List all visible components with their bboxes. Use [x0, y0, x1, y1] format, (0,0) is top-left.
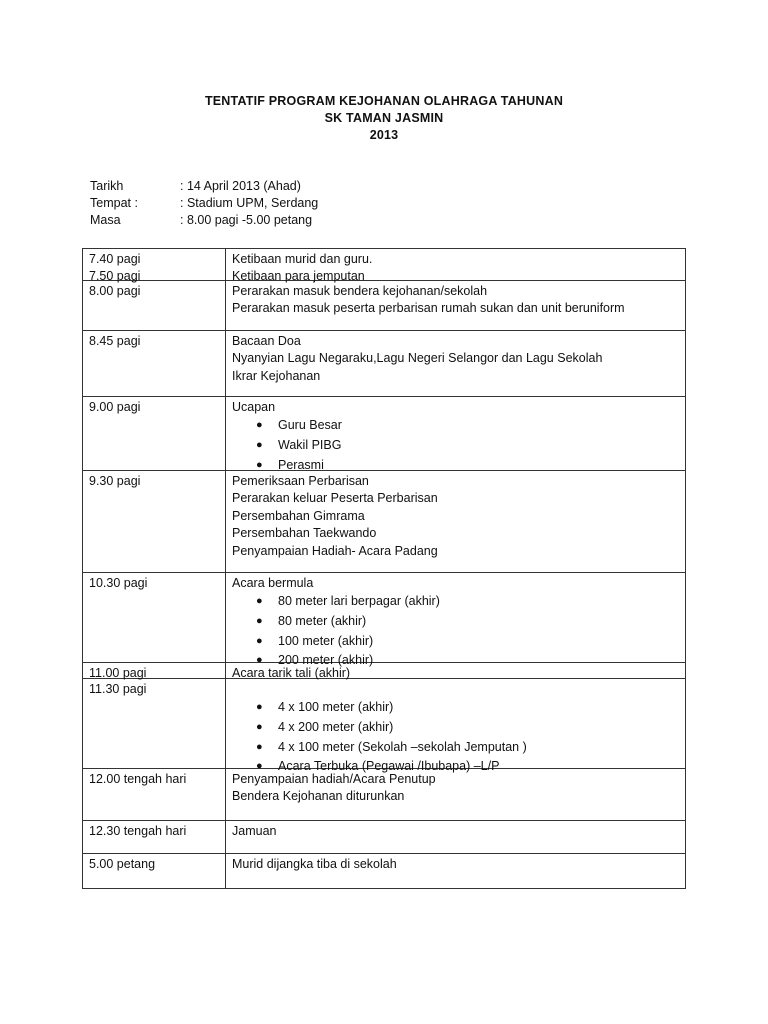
activity-text: 4 x 200 meter (akhir)	[278, 719, 394, 734]
time-text: 8.45 pagi	[89, 334, 141, 348]
bullet-icon: ●	[256, 720, 263, 733]
info-value: : Stadium UPM, Serdang	[180, 196, 319, 210]
activity-text: Penyampaian hadiah/Acara Penutup	[232, 772, 436, 786]
time-text: 12.00 tengah hari	[89, 772, 187, 786]
activity-bullet-item	[232, 592, 679, 612]
info-value: : 8.00 pagi -5.00 petang	[180, 213, 313, 227]
time-text: 7.40 pagi	[89, 252, 141, 266]
time-cell	[83, 249, 226, 284]
activity-text: Bacaan Doa	[232, 334, 301, 348]
schedule-row	[82, 769, 686, 821]
time-text: 10.30 pagi	[89, 576, 148, 590]
bullet-icon: ●	[256, 740, 263, 753]
time-text: 5.00 petang	[89, 857, 156, 871]
activity-text: Ucapan	[232, 400, 276, 414]
activity-text: Ketibaan murid dan guru.	[232, 252, 373, 266]
time-cell	[83, 471, 226, 572]
activity-text: Perasmi	[278, 457, 324, 472]
activity-text: Murid dijangka tiba di sekolah	[232, 857, 397, 871]
activity-cell	[226, 821, 685, 842]
time-text: 8.00 pagi	[89, 284, 141, 298]
activity-cell	[226, 854, 685, 875]
activity-text: Penyampaian Hadiah- Acara Padang	[232, 543, 438, 558]
time-text: 11.00 pagi	[89, 666, 147, 680]
activity-bullet-item	[232, 698, 679, 718]
bullet-icon: ●	[256, 760, 263, 773]
time-cell	[83, 769, 226, 820]
time-text: 12.30 tengah hari	[89, 824, 187, 838]
time-cell	[83, 679, 226, 768]
activity-text: 80 meter lari berpagar (akhir)	[278, 594, 440, 609]
bullet-icon: ●	[256, 654, 263, 667]
schedule-row	[82, 471, 686, 573]
activity-text: Perarakan masuk bendera kejohanan/sekolah	[232, 284, 488, 298]
activity-cell	[226, 331, 685, 387]
activity-text: Guru Besar	[278, 418, 342, 433]
bullet-icon: ●	[256, 595, 263, 608]
activity-text: Bendera Kejohanan diturunkan	[232, 789, 405, 804]
time-cell	[83, 281, 226, 330]
activity-text: Pemeriksaan Perbarisan	[232, 474, 369, 488]
schedule-row	[82, 663, 686, 679]
time-cell	[83, 854, 226, 888]
bullet-icon: ●	[256, 419, 263, 432]
activity-cell	[226, 769, 685, 808]
activity-cell	[226, 397, 685, 477]
activity-cell	[226, 471, 685, 562]
bullet-icon: ●	[256, 614, 263, 627]
schedule-row	[82, 854, 686, 889]
activity-text	[232, 681, 679, 698]
activity-text: Persembahan Gimrama	[232, 508, 365, 523]
activity-cell	[226, 573, 685, 673]
activity-cell	[226, 281, 685, 320]
activity-cell	[226, 679, 685, 779]
activity-bullet-item	[232, 632, 679, 652]
bullet-icon: ●	[256, 438, 263, 451]
activity-text: 200 meter (akhir)	[278, 653, 374, 668]
info-label: Tempat :	[90, 196, 138, 210]
activity-bullet-item	[232, 612, 679, 632]
activity-text: 4 x 100 meter (Sekolah –sekolah Jemputan )	[278, 739, 527, 754]
schedule-row	[82, 397, 686, 471]
document-title-year: 2013	[369, 128, 399, 142]
activity-text: Ikrar Kejohanan	[232, 368, 321, 383]
activity-text: Nyanyian Lagu Negaraku,Lagu Negeri Selangor dan Lagu Sekolah	[232, 351, 603, 366]
schedule-row	[82, 821, 686, 854]
activity-bullet-item	[232, 718, 679, 738]
schedule-row	[82, 249, 686, 284]
time-text: 9.30 pagi	[89, 474, 141, 488]
time-cell	[83, 663, 226, 678]
info-label: Masa	[90, 213, 121, 227]
time-text: 11.30 pagi	[89, 682, 147, 696]
activity-text: 100 meter (akhir)	[278, 633, 374, 648]
bullet-icon: ●	[256, 634, 263, 647]
schedule-table	[82, 248, 686, 889]
time-text: 9.00 pagi	[89, 400, 141, 414]
info-value: : 14 April 2013 (Ahad)	[180, 179, 301, 193]
activity-text: 80 meter (akhir)	[278, 613, 367, 628]
activity-text: Acara tarik tali (akhir)	[232, 666, 351, 680]
activity-text: Acara Terbuka (Pegawai /Ibubapa) –L/P	[278, 759, 500, 774]
document-title-line1: TENTATIF PROGRAM KEJOHANAN OLAHRAGA TAHUNAN	[204, 94, 564, 108]
time-cell	[83, 573, 226, 662]
activity-text: 4 x 100 meter (akhir)	[278, 700, 394, 715]
activity-bullet-item	[232, 436, 679, 456]
activity-text: Perarakan keluar Peserta Perbarisan	[232, 491, 438, 506]
activity-text: Ketibaan para jemputan	[232, 269, 365, 284]
time-cell	[83, 397, 226, 470]
activity-text: Perarakan masuk peserta perbarisan rumah sukan dan unit beruniform	[232, 301, 625, 316]
info-label: Tarikh	[90, 179, 124, 193]
schedule-row	[82, 331, 686, 397]
activity-text: Persembahan Taekwando	[232, 526, 377, 541]
bullet-icon: ●	[256, 458, 263, 471]
schedule-row	[82, 679, 686, 774]
activity-bullet-item	[232, 416, 679, 436]
time-cell	[83, 821, 226, 853]
activity-text: Acara bermula	[232, 576, 314, 590]
time-cell	[83, 331, 226, 396]
document-title-line2: SK TAMAN JASMIN	[324, 111, 444, 125]
activity-text: Wakil PIBG	[278, 437, 342, 452]
schedule-row	[82, 281, 686, 331]
activity-bullet-item	[232, 738, 679, 758]
time-text: 7.50 pagi	[89, 269, 141, 284]
bullet-icon: ●	[256, 701, 263, 714]
schedule-row	[82, 573, 686, 668]
activity-text: Jamuan	[232, 824, 277, 838]
